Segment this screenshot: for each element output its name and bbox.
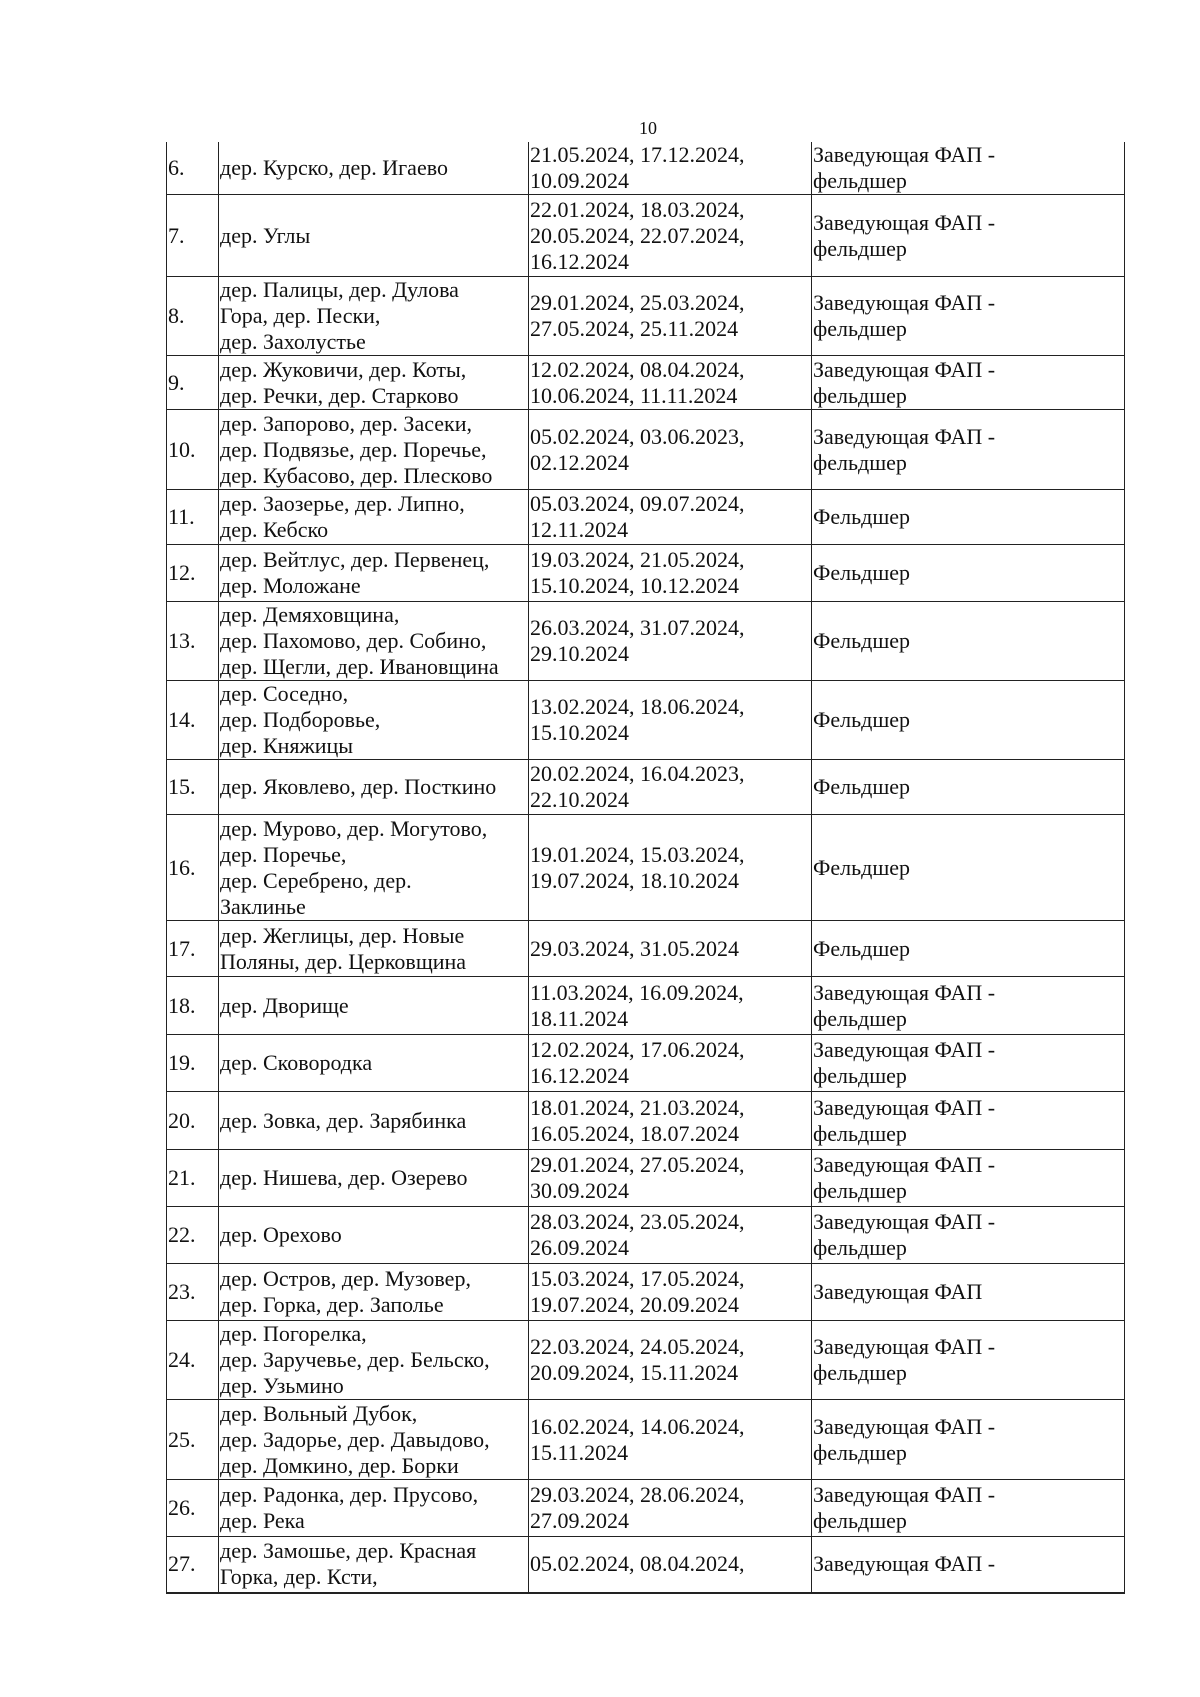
row-number: 23. — [167, 1264, 219, 1321]
row-number: 7. — [167, 195, 219, 277]
villages-cell: дер. Радонка, дер. Прусово, дер. Река — [219, 1480, 529, 1537]
table-row — [167, 1480, 1125, 1537]
villages-cell: дер. Соседно, дер. Подборовье, дер. Княжицы — [219, 681, 529, 760]
table-row — [167, 410, 1125, 490]
row-number: 22. — [167, 1207, 219, 1264]
table-row — [167, 490, 1125, 545]
table-row — [167, 1207, 1125, 1264]
responsible-cell: Фельдшер — [812, 681, 1125, 760]
villages-cell: дер. Яковлево, дер. Посткино — [219, 760, 529, 815]
table-row — [167, 1150, 1125, 1207]
table-row — [167, 195, 1125, 277]
responsible-cell: Заведующая ФАП - фельдшер — [812, 977, 1125, 1035]
dates-cell: 29.03.2024, 31.05.2024 — [529, 921, 812, 977]
dates-cell: 21.05.2024, 17.12.2024, 10.09.2024 — [529, 142, 812, 195]
dates-cell: 05.02.2024, 08.04.2024, — [529, 1537, 812, 1593]
dates-cell: 19.01.2024, 15.03.2024, 19.07.2024, 18.10.2024 — [529, 815, 812, 921]
row-number: 17. — [167, 921, 219, 977]
villages-cell: дер. Заозерье, дер. Липно, дер. Кебско — [219, 490, 529, 545]
schedule-table-body — [167, 142, 1125, 1593]
table-row — [167, 681, 1125, 760]
responsible-cell: Заведующая ФАП - фельдшер — [812, 195, 1125, 277]
dates-cell: 15.03.2024, 17.05.2024, 19.07.2024, 20.09.2024 — [529, 1264, 812, 1321]
row-number: 19. — [167, 1035, 219, 1092]
dates-cell: 12.02.2024, 08.04.2024, 10.06.2024, 11.11.2024 — [529, 356, 812, 410]
responsible-cell: Фельдшер — [812, 921, 1125, 977]
table-row — [167, 142, 1125, 195]
row-number: 14. — [167, 681, 219, 760]
villages-cell: дер. Погорелка, дер. Заручевье, дер. Бельско, дер. Узьмино — [219, 1321, 529, 1400]
responsible-cell: Заведующая ФАП — [812, 1264, 1125, 1321]
dates-cell: 22.03.2024, 24.05.2024, 20.09.2024, 15.11.2024 — [529, 1321, 812, 1400]
table-row — [167, 977, 1125, 1035]
table-row — [167, 1264, 1125, 1321]
responsible-cell: Фельдшер — [812, 815, 1125, 921]
row-number: 15. — [167, 760, 219, 815]
responsible-cell: Фельдшер — [812, 545, 1125, 602]
row-number: 9. — [167, 356, 219, 410]
row-number: 10. — [167, 410, 219, 490]
dates-cell: 28.03.2024, 23.05.2024, 26.09.2024 — [529, 1207, 812, 1264]
table-row — [167, 602, 1125, 681]
responsible-cell: Заведующая ФАП - фельдшер — [812, 1321, 1125, 1400]
villages-cell: дер. Нишева, дер. Озерево — [219, 1150, 529, 1207]
villages-cell: дер. Вольный Дубок, дер. Задорье, дер. Давыдово, дер. Домкино, дер. Борки — [219, 1400, 529, 1480]
dates-cell: 12.02.2024, 17.06.2024, 16.12.2024 — [529, 1035, 812, 1092]
table-row — [167, 815, 1125, 921]
responsible-cell: Заведующая ФАП - фельдшер — [812, 410, 1125, 490]
table-row — [167, 1400, 1125, 1480]
responsible-cell: Заведующая ФАП - фельдшер — [812, 1207, 1125, 1264]
schedule-table — [166, 142, 1125, 1594]
row-number: 24. — [167, 1321, 219, 1400]
dates-cell: 20.02.2024, 16.04.2023, 22.10.2024 — [529, 760, 812, 815]
responsible-cell: Заведующая ФАП - фельдшер — [812, 356, 1125, 410]
responsible-cell: Заведующая ФАП - фельдшер — [812, 1400, 1125, 1480]
row-number: 21. — [167, 1150, 219, 1207]
row-number: 12. — [167, 545, 219, 602]
table-row — [167, 921, 1125, 977]
table-row — [167, 760, 1125, 815]
row-number: 8. — [167, 277, 219, 356]
dates-cell: 29.03.2024, 28.06.2024, 27.09.2024 — [529, 1480, 812, 1537]
dates-cell: 05.02.2024, 03.06.2023, 02.12.2024 — [529, 410, 812, 490]
dates-cell: 11.03.2024, 16.09.2024, 18.11.2024 — [529, 977, 812, 1035]
villages-cell: дер. Орехово — [219, 1207, 529, 1264]
villages-cell: дер. Дворище — [219, 977, 529, 1035]
villages-cell: дер. Остров, дер. Музовер, дер. Горка, дер. Заполье — [219, 1264, 529, 1321]
dates-cell: 13.02.2024, 18.06.2024, 15.10.2024 — [529, 681, 812, 760]
villages-cell: дер. Углы — [219, 195, 529, 277]
table-row — [167, 277, 1125, 356]
dates-cell: 26.03.2024, 31.07.2024, 29.10.2024 — [529, 602, 812, 681]
responsible-cell: Заведующая ФАП - фельдшер — [812, 142, 1125, 195]
table-row — [167, 545, 1125, 602]
responsible-cell: Заведующая ФАП - — [812, 1537, 1125, 1593]
row-number: 18. — [167, 977, 219, 1035]
table-row — [167, 1035, 1125, 1092]
dates-cell: 19.03.2024, 21.05.2024, 15.10.2024, 10.12.2024 — [529, 545, 812, 602]
row-number: 13. — [167, 602, 219, 681]
villages-cell: дер. Вейтлус, дер. Первенец, дер. Моложане — [219, 545, 529, 602]
table-row — [167, 1092, 1125, 1150]
row-number: 11. — [167, 490, 219, 545]
dates-cell: 18.01.2024, 21.03.2024, 16.05.2024, 18.07.2024 — [529, 1092, 812, 1150]
responsible-cell: Заведующая ФАП - фельдшер — [812, 1092, 1125, 1150]
table-row — [167, 1321, 1125, 1400]
dates-cell: 29.01.2024, 25.03.2024, 27.05.2024, 25.11.2024 — [529, 277, 812, 356]
row-number: 27. — [167, 1537, 219, 1593]
responsible-cell: Заведующая ФАП - фельдшер — [812, 1150, 1125, 1207]
dates-cell: 22.01.2024, 18.03.2024, 20.05.2024, 22.07.2024, 16.12.2024 — [529, 195, 812, 277]
row-number: 20. — [167, 1092, 219, 1150]
responsible-cell: Заведующая ФАП - фельдшер — [812, 1035, 1125, 1092]
row-number: 26. — [167, 1480, 219, 1537]
row-number: 16. — [167, 815, 219, 921]
dates-cell: 05.03.2024, 09.07.2024, 12.11.2024 — [529, 490, 812, 545]
table-row — [167, 1537, 1125, 1593]
page-number: 10 — [639, 118, 657, 138]
villages-cell: дер. Запорово, дер. Засеки, дер. Подвязье, дер. Поречье, дер. Кубасово, дер. Плесково — [219, 410, 529, 490]
responsible-cell: Фельдшер — [812, 760, 1125, 815]
villages-cell: дер. Демяховщина, дер. Пахомово, дер. Собино, дер. Щегли, дер. Ивановщина — [219, 602, 529, 681]
responsible-cell: Заведующая ФАП - фельдшер — [812, 277, 1125, 356]
row-number: 25. — [167, 1400, 219, 1480]
villages-cell: дер. Замошье, дер. Красная Горка, дер. Ксти, — [219, 1537, 529, 1593]
villages-cell: дер. Сковородка — [219, 1035, 529, 1092]
responsible-cell: Фельдшер — [812, 602, 1125, 681]
dates-cell: 29.01.2024, 27.05.2024, 30.09.2024 — [529, 1150, 812, 1207]
villages-cell: дер. Зовка, дер. Зарябинка — [219, 1092, 529, 1150]
villages-cell: дер. Палицы, дер. Дулова Гора, дер. Пески, дер. Захолустье — [219, 277, 529, 356]
responsible-cell: Фельдшер — [812, 490, 1125, 545]
row-number: 6. — [167, 142, 219, 195]
table-row — [167, 356, 1125, 410]
responsible-cell: Заведующая ФАП - фельдшер — [812, 1480, 1125, 1537]
villages-cell: дер. Жуковичи, дер. Коты, дер. Речки, дер. Старково — [219, 356, 529, 410]
dates-cell: 16.02.2024, 14.06.2024, 15.11.2024 — [529, 1400, 812, 1480]
villages-cell: дер. Мурово, дер. Могутово, дер. Поречье, дер. Серебрено, дер. Заклинье — [219, 815, 529, 921]
villages-cell: дер. Курско, дер. Игаево — [219, 142, 529, 195]
villages-cell: дер. Жеглицы, дер. Новые Поляны, дер. Церковщина — [219, 921, 529, 977]
